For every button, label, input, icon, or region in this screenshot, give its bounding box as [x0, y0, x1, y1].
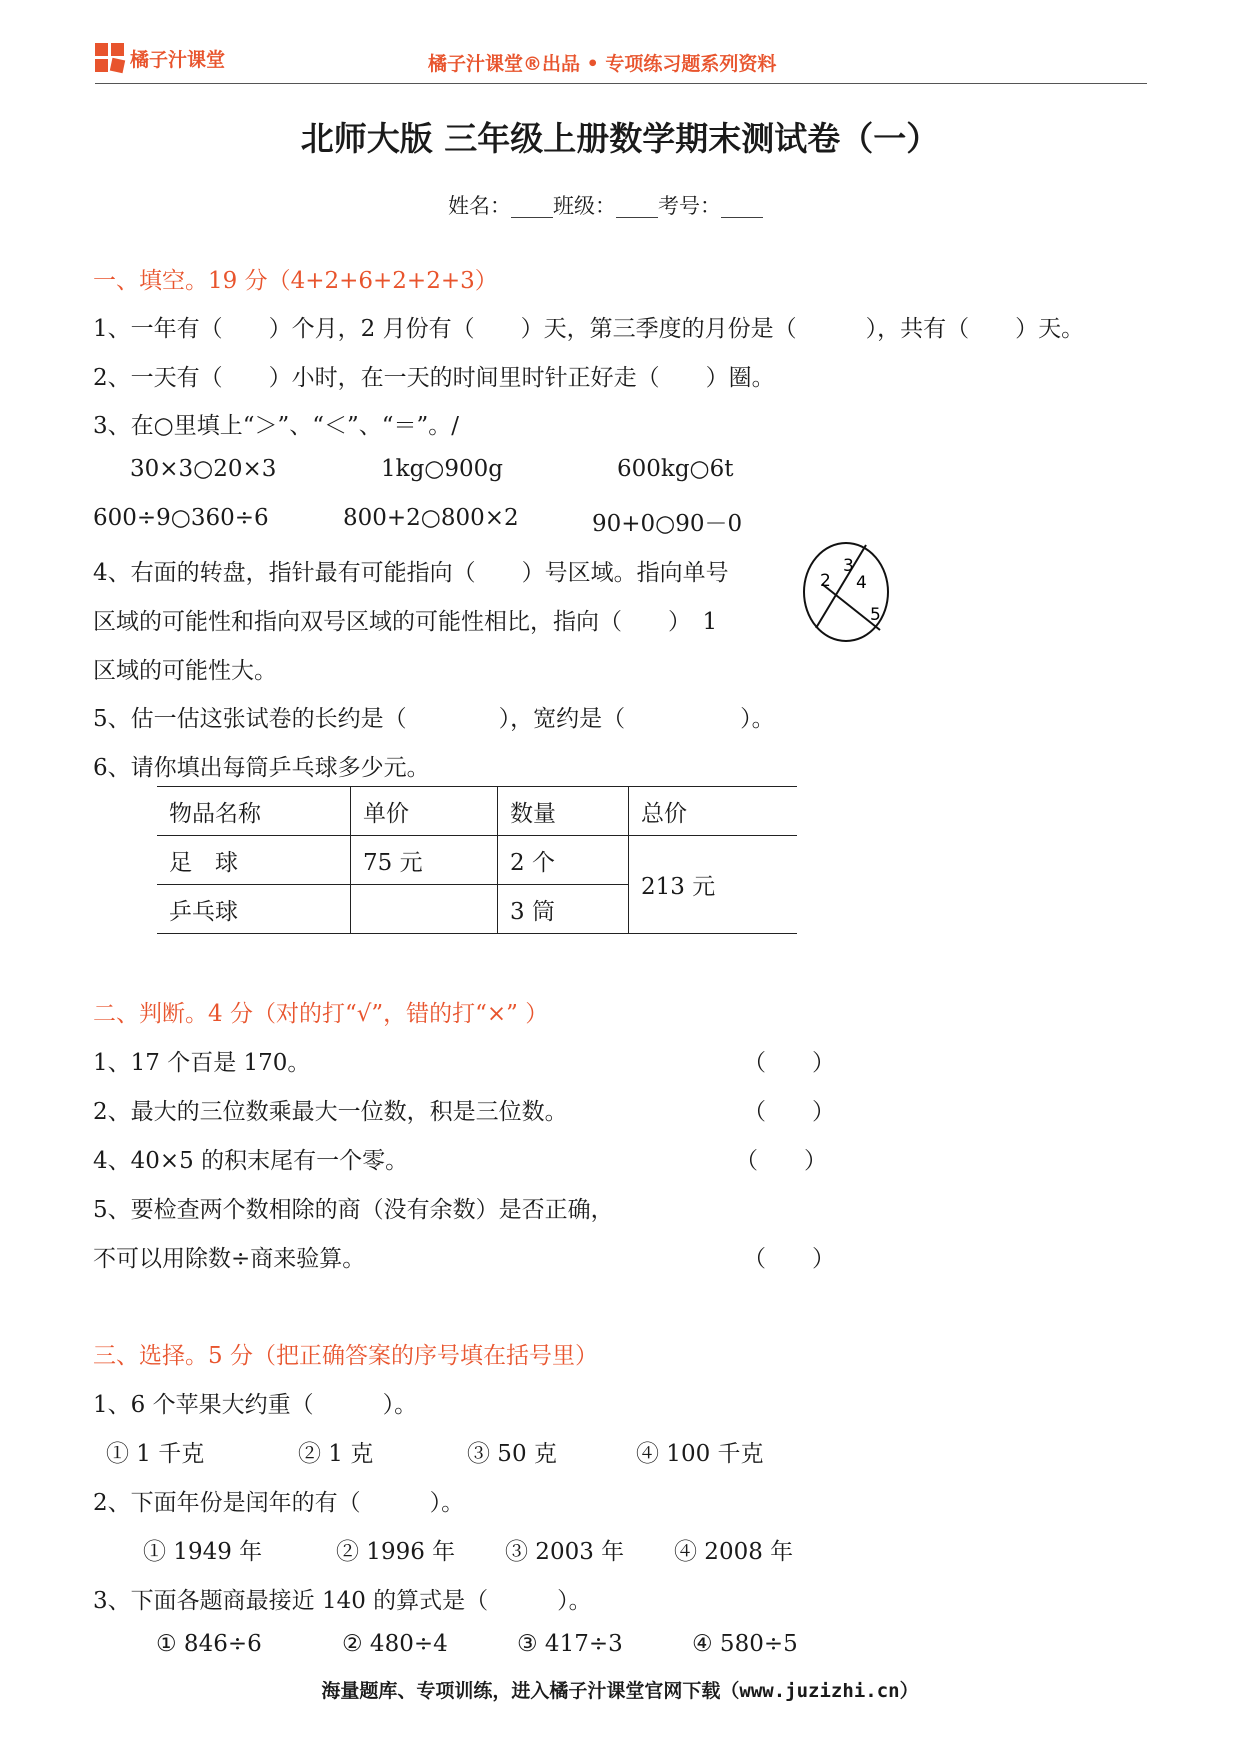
s3-q2-option-3: ③ 2003 年	[505, 1539, 625, 1565]
s1-question-1: 1、一年有（ ）个月，2 月份有（ ）天，第三季度的月份是（ ），共有（ ）天。	[93, 316, 1085, 342]
spinner-label-2: 2	[820, 571, 831, 591]
table-cell-item: 足 球	[157, 836, 351, 885]
footer-note: 海量题库、专项训练，进入橘子汁课堂官网下载（www.juzizhi.cn）	[321, 1680, 919, 1702]
s1-compare-4: 600÷9○360÷6	[93, 505, 269, 531]
table-cell-total: 213 元	[629, 836, 798, 934]
brand-logo-icon	[95, 43, 125, 73]
spinner-label-5: 5	[870, 605, 881, 625]
price-table	[157, 786, 797, 934]
s2-item-1-answer-parens: （ ）	[743, 1050, 835, 1076]
s1-question-6: 6、请你填出每筒乒乓球多少元。	[93, 755, 430, 781]
s3-q1-option-2: ② 1 克	[298, 1441, 374, 1467]
table-cell-qty: 2 个	[498, 836, 629, 885]
table-cell-item: 乒乓球	[157, 885, 351, 934]
s1-compare-6: 90+0○90－0	[592, 511, 743, 537]
s3-q3-option-2: ② 480÷4	[342, 1631, 448, 1657]
s1-compare-2: 1kg○900g	[381, 456, 503, 482]
table-header-row	[157, 787, 797, 836]
s1-question-4-line-2: 区域的可能性和指向双号区域的可能性相比，指向（ ） 1	[93, 609, 718, 635]
s2-item-4: 4、40×5 的积末尾有一个零。	[93, 1148, 409, 1174]
spinner-label-3: 3	[843, 556, 854, 576]
section-2-heading: 二、判断。4 分（对的打“√”，错的打“×” ）	[93, 1001, 549, 1027]
s1-question-2: 2、一天有（ ）小时，在一天的时间里时针正好走（ ）圈。	[93, 365, 775, 391]
s2-item-1: 1、17 个百是 170。	[93, 1050, 311, 1076]
table-header-cell: 物品名称	[157, 787, 351, 836]
s3-question-3: 3、下面各题商最接近 140 的算式是（ ）。	[93, 1588, 592, 1614]
s1-question-4-line-3: 区域的可能性大。	[93, 658, 277, 684]
s2-item-4-answer-parens: （ ）	[735, 1148, 827, 1174]
s3-q2-option-2: ② 1996 年	[336, 1539, 456, 1565]
s3-q3-option-4: ④ 580÷5	[692, 1631, 798, 1657]
s3-question-1: 1、6 个苹果大约重（ ）。	[93, 1392, 418, 1418]
s3-q1-option-4: ④ 100 千克	[636, 1441, 764, 1467]
s2-item-5-answer-parens: （ ）	[743, 1246, 835, 1272]
s1-compare-3: 600kg○6t	[617, 456, 734, 482]
table-header-cell: 数量	[498, 787, 629, 836]
s3-q1-option-1: ① 1 千克	[106, 1441, 205, 1467]
s3-q2-option-4: ④ 2008 年	[674, 1539, 794, 1565]
table-row	[157, 836, 797, 885]
s2-item-5-line-1: 5、要检查两个数相除的商（没有余数）是否正确，	[93, 1197, 614, 1223]
table-header-cell: 单价	[351, 787, 498, 836]
s2-item-5-line-2: 不可以用除数÷商来验算。	[93, 1246, 366, 1272]
table-header-cell: 总价	[629, 787, 798, 836]
table-cell-price: 75 元	[351, 836, 498, 885]
s3-q3-option-3: ③ 417÷3	[517, 1631, 623, 1657]
s3-question-2: 2、下面年份是闰年的有（ ）。	[93, 1490, 465, 1516]
s2-item-2: 2、最大的三位数乘最大一位数，积是三位数。	[93, 1099, 568, 1125]
spinner-diagram	[800, 540, 892, 644]
s1-question-5: 5、估一估这张试卷的长约是（ ），宽约是（ ）。	[93, 706, 775, 732]
student-info-line: 姓名：____班级：____考号：____	[448, 194, 763, 218]
s1-compare-1: 30×3○20×3	[130, 456, 277, 482]
page-title: 北师大版 三年级上册数学期末测试卷（一）	[300, 119, 940, 158]
s1-question-4-line-1: 4、右面的转盘，指针最有可能指向（ ）号区域。指向单号	[93, 560, 729, 586]
s1-question-3: 3、在○里填上“＞”、“＜”、“＝”。/	[93, 413, 460, 439]
table-cell-price-blank	[351, 885, 498, 934]
header-divider	[95, 83, 1147, 84]
s3-q2-option-1: ① 1949 年	[143, 1539, 263, 1565]
s1-compare-5: 800+2○800×2	[343, 505, 519, 531]
spinner-label-4: 4	[856, 573, 867, 593]
section-3-heading: 三、选择。5 分（把正确答案的序号填在括号里）	[93, 1343, 598, 1369]
table-cell-qty: 3 筒	[498, 885, 629, 934]
brand-name: 橘子汁课堂	[130, 49, 226, 71]
section-1-heading: 一、填空。19 分（4+2+6+2+2+3）	[93, 268, 498, 294]
series-title: 橘子汁课堂®出品 • 专项练习题系列资料	[428, 53, 777, 75]
s3-q1-option-3: ③ 50 克	[467, 1441, 557, 1467]
s3-q3-option-1: ① 846÷6	[156, 1631, 262, 1657]
s2-item-2-answer-parens: （ ）	[743, 1099, 835, 1125]
